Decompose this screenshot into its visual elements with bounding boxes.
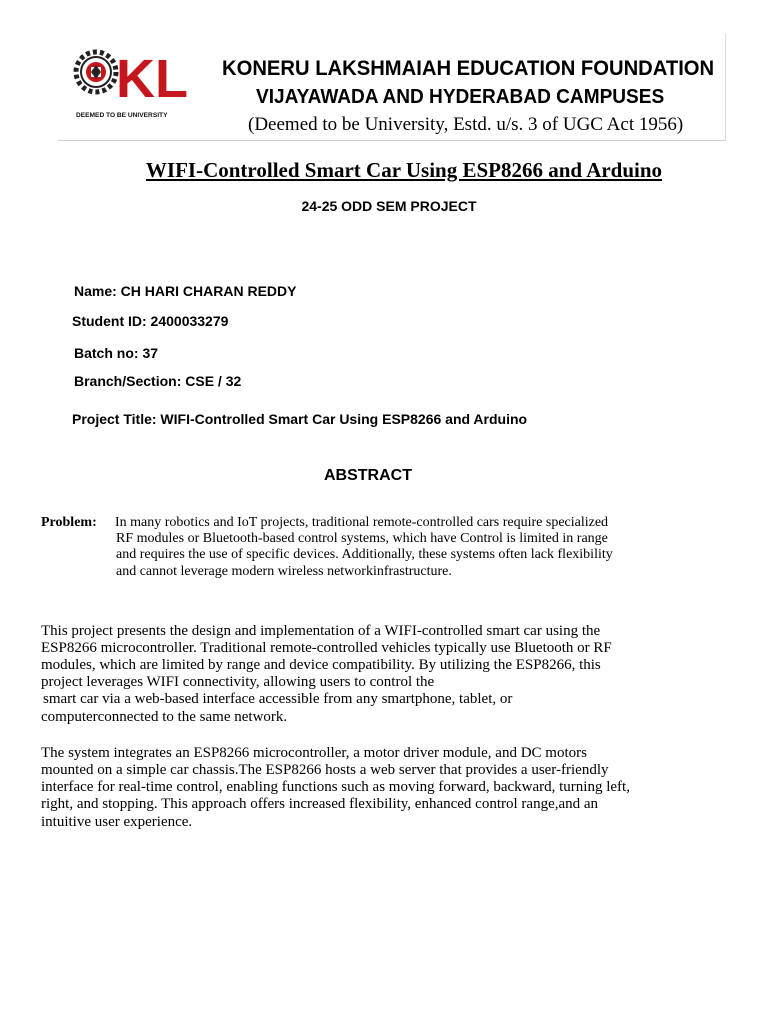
student-id: Student ID: 2400033279 (72, 313, 229, 329)
abstract-heading: ABSTRACT (324, 467, 412, 484)
logo-caption: DEEMED TO BE UNIVERSITY (76, 112, 168, 119)
problem-line: and cannot leverage modern wireless networkinfrastructure. (116, 564, 452, 579)
logo-letters: KL (116, 49, 188, 109)
paragraph-line: interface for real-time control, enabling functions such as moving forward, backward, turning left, (41, 779, 630, 795)
campuses-line: VIJAYAWADA AND HYDERABAD CAMPUSES (256, 85, 665, 108)
project-title: Project Title: WIFI-Controlled Smart Car Using ESP8266 and Arduino (72, 411, 528, 427)
university-logo (72, 42, 190, 122)
problem-line: RF modules or Bluetooth-based control systems, which have Control is limited in range (116, 531, 608, 546)
paragraph-line: The system integrates an ESP8266 microcontroller, a motor driver module, and DC motors (41, 745, 587, 761)
foundation-title: KONERU LAKSHMAIAH EDUCATION FOUNDATION (222, 56, 715, 80)
semester-label: 24-25 ODD SEM PROJECT (301, 198, 477, 214)
letterhead-side-divider (725, 34, 726, 140)
document-title: WIFI-Controlled Smart Car Using ESP8266 and Arduino (145, 158, 663, 182)
paragraph-line: intuitive user experience. (41, 814, 193, 830)
paragraph-line: mounted on a simple car chassis.The ESP8266 hosts a web server that provides a user-friendly (41, 762, 609, 778)
paragraph-line: right, and stopping. This approach offers increased flexibility, enhanced control range,and an (41, 796, 599, 812)
branch-section: Branch/Section: CSE / 32 (74, 373, 242, 389)
paragraph-line: computerconnected to the same network. (41, 709, 288, 725)
problem-label: Problem: (41, 515, 97, 530)
problem-line: and requires the use of specific devices. Additionally, these systems often lack flexibility (116, 547, 613, 562)
gear-emblem-icon (76, 52, 116, 92)
deemed-university-line: (Deemed to be University, Estd. u/s. 3 of UGC Act 1956) (248, 114, 684, 135)
paragraph-line: project leverages WIFI connectivity, allowing users to control the (41, 674, 435, 690)
batch-number: Batch no: 37 (74, 345, 159, 361)
paragraph-line: modules, which are limited by range and device compatibility. By utilizing the ESP8266, this (41, 657, 601, 673)
paragraph-line: ESP8266 microcontroller. Traditional remote-controlled vehicles typically use Bluetooth or RF (41, 640, 612, 656)
letterhead-divider (58, 140, 726, 141)
student-name: Name: CH HARI CHARAN REDDY (74, 283, 297, 299)
paragraph-line: This project presents the design and implementation of a WIFI-controlled smart car using the (41, 623, 601, 639)
problem-line: In many robotics and IoT projects, traditional remote-controlled cars require specialized (115, 515, 609, 530)
paragraph-line: smart car via a web-based interface accessible from any smartphone, tablet, or (43, 691, 513, 707)
